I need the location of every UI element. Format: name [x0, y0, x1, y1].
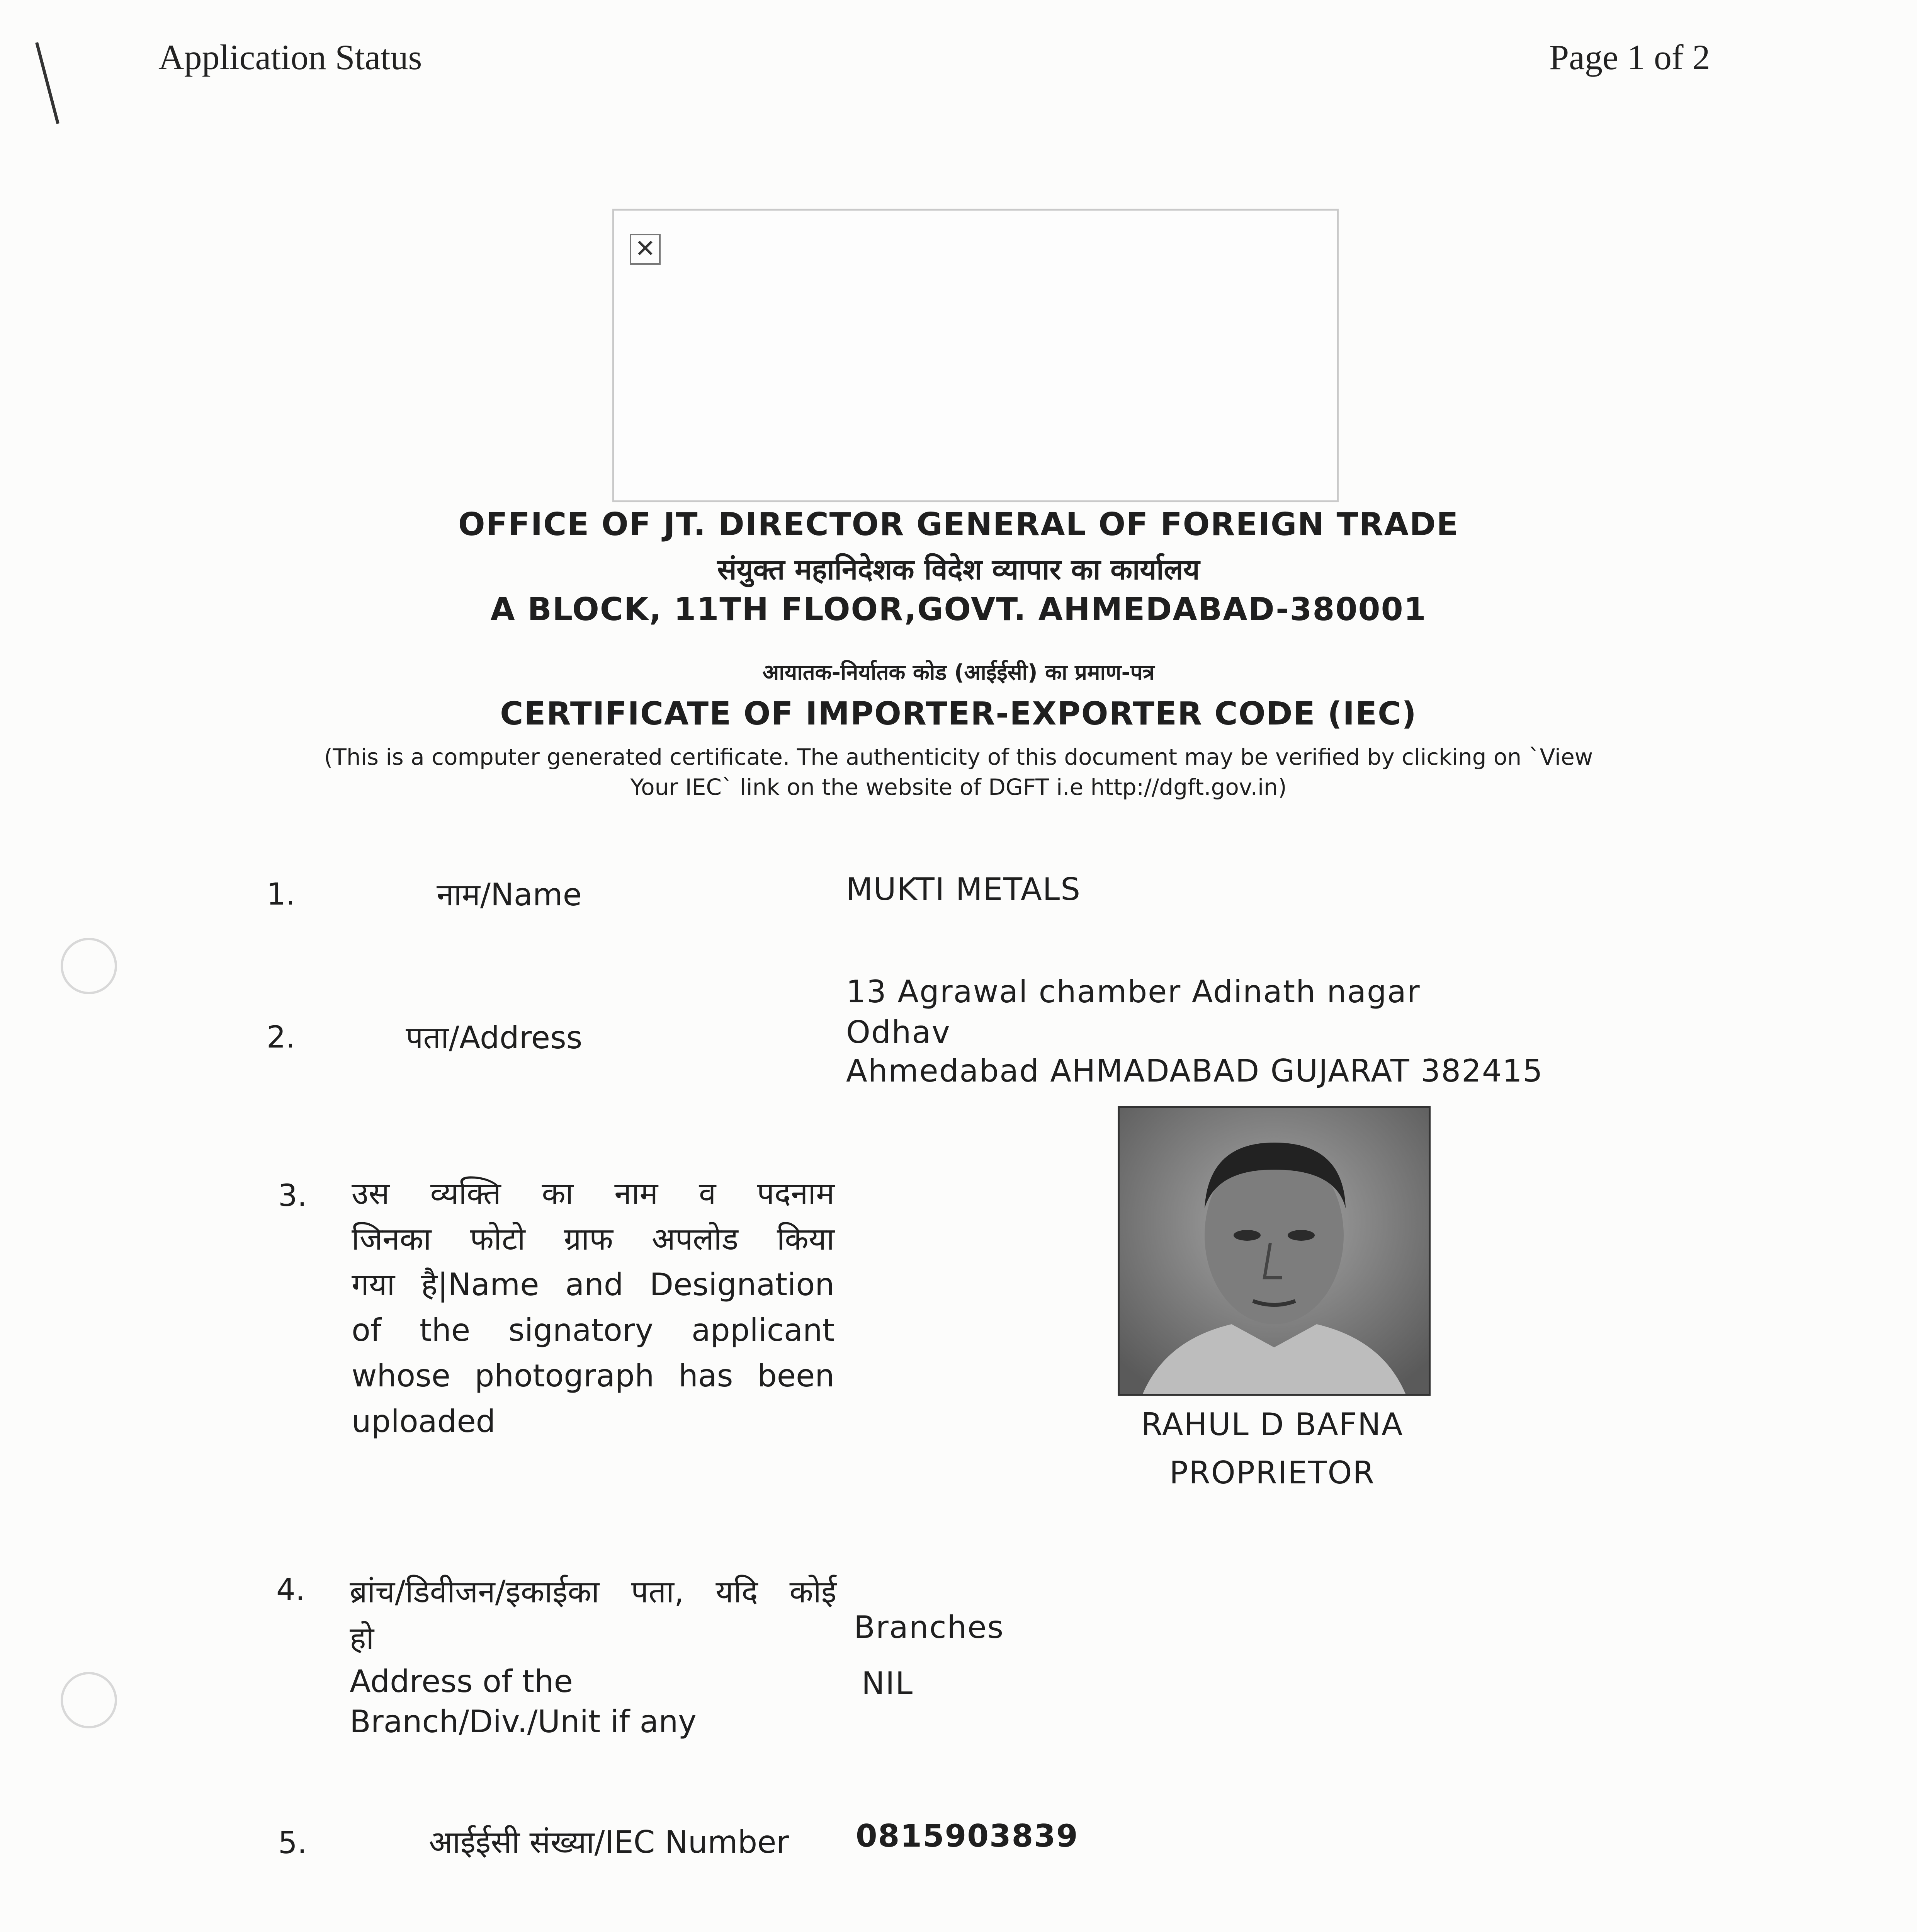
field-5-number: 5. — [278, 1826, 307, 1861]
field-4-label — [350, 1569, 836, 1742]
field-3-label-line4: of the signatory applicant — [352, 1312, 834, 1348]
field-3-label-line3: गया है|Name and Designation — [352, 1267, 834, 1303]
field-2-value-line3: Ahmedabad AHMADABAD GUJARAT 382415 — [846, 1053, 1543, 1089]
field-4-number: 4. — [276, 1573, 305, 1607]
field-1-label: नाम/Name — [437, 877, 582, 913]
page-number: Page 1 of 2 — [1549, 37, 1710, 77]
certificate-title-en: CERTIFICATE OF IMPORTER-EXPORTER CODE (IEC) — [500, 696, 1417, 732]
certificate-title-hi: आयातक-निर्यातक कोड (आईईसी) का प्रमाण-पत्र — [762, 660, 1155, 685]
logo-placeholder — [612, 209, 1339, 502]
iec-number-value: 0815903839 — [856, 1818, 1079, 1854]
field-3-label-line2: जिनका फोटो ग्राफ अपलोड किया — [352, 1221, 834, 1257]
office-address: A BLOCK, 11TH FLOOR,GOVT. AHMEDABAD-380001 — [490, 591, 1427, 628]
field-3-label-line5: whose photograph has been — [352, 1358, 834, 1394]
field-1-value: MUKTI METALS — [846, 871, 1081, 907]
field-4-label-line2: हो — [350, 1620, 374, 1656]
field-4-value-heading: Branches — [854, 1609, 1004, 1645]
field-5-label: आईईसी संख्या/IEC Number — [429, 1824, 789, 1860]
field-4-label-line3: Address of the — [350, 1663, 573, 1699]
field-3-number: 3. — [278, 1179, 307, 1213]
field-3-label — [352, 1171, 834, 1444]
field-4-label-line1: ब्रांच/डिवीजन/इकाईका पता, यदि कोई — [350, 1574, 836, 1610]
field-2-value-line1: 13 Agrawal chamber Adinath nagar — [846, 974, 1421, 1010]
field-4-value: NIL — [862, 1665, 914, 1701]
person-designation: PROPRIETOR — [1169, 1455, 1375, 1491]
applicant-photo — [1118, 1106, 1431, 1396]
field-2-value-line2: Odhav — [846, 1014, 951, 1050]
certificate-note-line2: Your IEC` link on the website of DGFT i.e http://dgft.gov.in) — [630, 774, 1287, 800]
field-3-label-line6: uploaded — [352, 1403, 496, 1439]
broken-image-icon: ✕ — [630, 234, 661, 265]
office-title-hi: संयुक्त महानिदेशक विदेश व्यापार का कार्यालय — [717, 553, 1200, 586]
page-header-title: Application Status — [158, 37, 422, 77]
field-2-number: 2. — [267, 1020, 296, 1055]
field-2-label: पता/Address — [406, 1020, 583, 1056]
field-4-label-line4: Branch/Div./Unit if any — [350, 1704, 697, 1740]
field-1-number: 1. — [267, 877, 296, 912]
person-name: RAHUL D BAFNA — [1141, 1406, 1404, 1442]
office-title-en: OFFICE OF JT. DIRECTOR GENERAL OF FOREIGN TRADE — [458, 506, 1459, 543]
certificate-note-line1: (This is a computer generated certificate. The authenticity of this document may be verified by clicking on `View — [324, 744, 1593, 770]
field-3-label-line1: उस व्यक्ति का नाम व पदनाम — [352, 1175, 834, 1211]
